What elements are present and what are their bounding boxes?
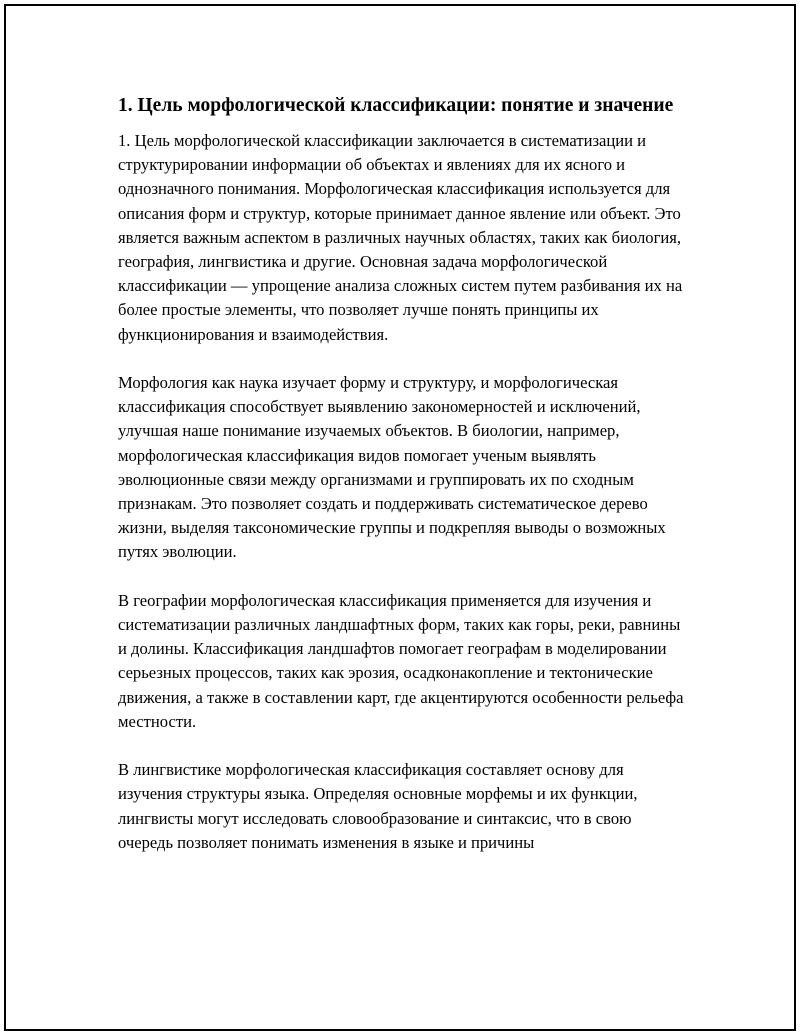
paragraph-3: В географии морфологическая классификация применяется для изучения и систематизации различных ландшафтных форм, таких как горы, реки, равнины и долины. Классификация ландшафтов помогает географам в моделировании серьезных процессов, таких как эрозия, осадконакопление и тектонические движения, а также в составлении карт, где акцентируются особенности рельефа местности.	[118, 590, 684, 731]
document-body	[118, 92, 684, 879]
paragraph-4: В лингвистике морфологическая классификация составляет основу для изучения структуры языка. Определяя основные морфемы и их функции, лингвисты могут исследовать словообразование и синтаксис, что в свою очередь позволяет понимать изменения в языке и причины	[118, 760, 638, 852]
section-heading: 1. Цель морфологической классификации: понятие и значение	[118, 95, 674, 116]
paragraph-2: Морфология как наука изучает форму и структуру, и морфологическая классификация способствует выявлению закономерностей и исключений, улучшая наше понимание изучаемых объектов. В биологии, например, морфологическая классификация видов помогает ученым выявлять эволюционные связи между организмами и группировать их по сходным признакам. Это позволяет создать и поддерживать систематическое дерево жизни, выделяя таксономические группы и подкрепляя выводы о возможных путях эволюции.	[118, 373, 666, 562]
paragraph-1: 1. Цель морфологической классификации заключается в систематизации и структурировании информации об объектах и явлениях для их ясного и однозначного понимания. Морфологическая классификация используется для описания форм и структур, которые принимает данное явление или объект. Это является важным аспектом в различных научных областях, таких как биология, география, лингвистика и другие. Основная задача морфологической классификации — упрощение анализа сложных систем путем разбивания их на более простые элементы, что позволяет лучше понять принципы их функционирования и взаимодействия.	[118, 131, 683, 344]
